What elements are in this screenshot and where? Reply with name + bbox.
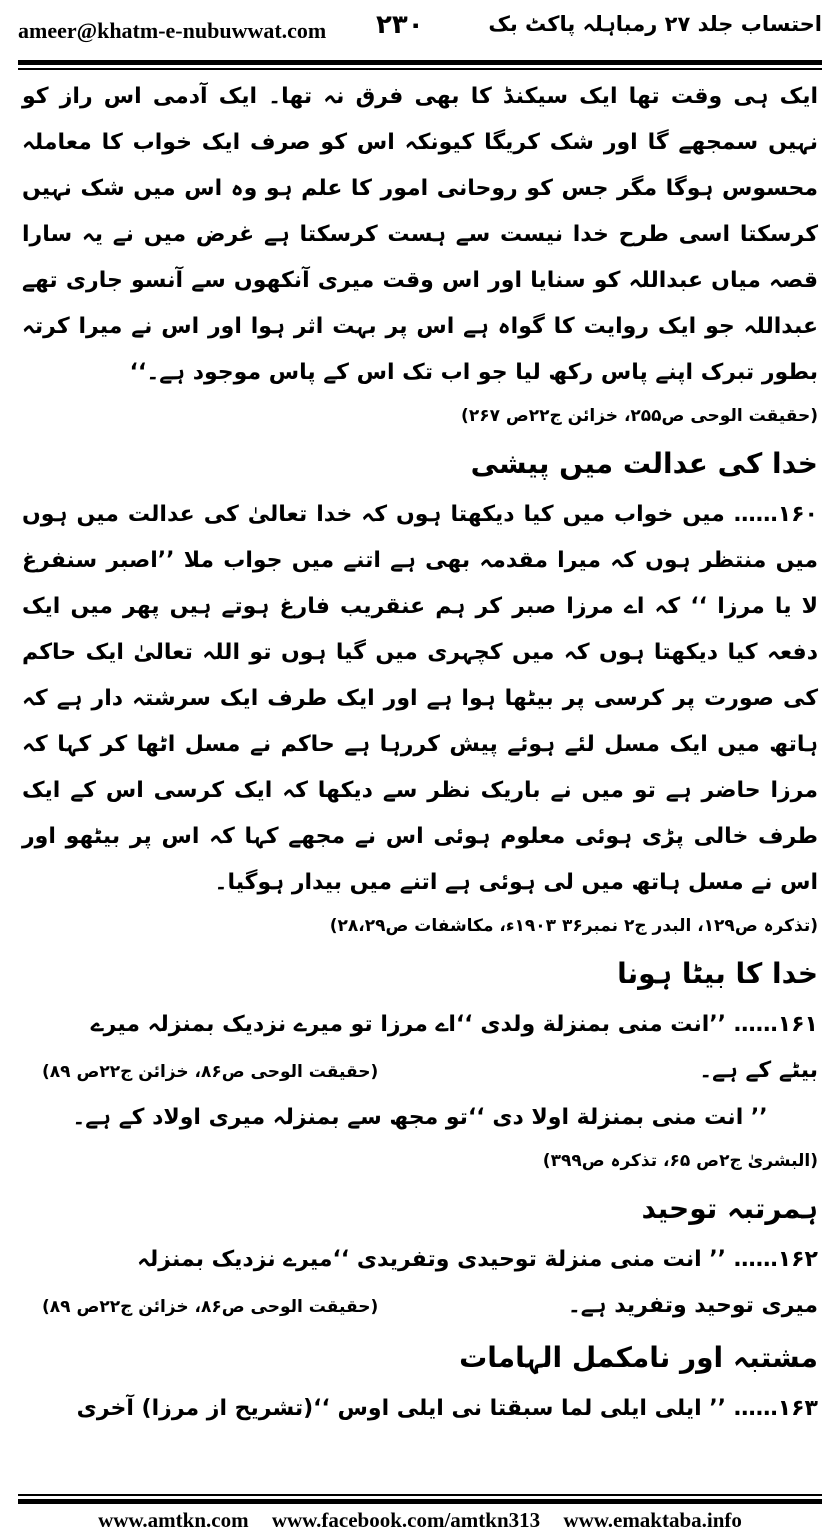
reference-4: (البشریٰ ج۲ص ۶۵، تذکرہ ص۳۹۹) (542, 1151, 818, 1171)
paragraph-162-tail: میری توحید وتفرید ہے۔ (567, 1293, 818, 1318)
section-heading-court: خدا کی عدالت میں پیشی (470, 447, 818, 480)
page-footer (0, 1508, 840, 1533)
paragraph-162: ۱۶۲…… ’’ انت منی منزلة توحیدی وتفریدی ‘‘میرے نزدیک بمنزلہ (137, 1247, 818, 1272)
footer-link-emaktaba[interactable]: www.emaktaba.info (563, 1508, 742, 1532)
footer-link-facebook[interactable]: www.facebook.com/amtkn313 (271, 1508, 541, 1532)
page-number: ۲۳۰ (376, 10, 424, 40)
paragraph-160: ۱۶۰…… میں خواب میں کیا دیکھتا ہوں کہ خدا تعالیٰ کی عدالت میں ہوں میں منتظر ہوں کہ میرا مقدمہ بھی ہے اتنے میں جواب ملا ’’اصبر سنفرغ لا یا مرزا ‘‘ کہ اے مرزا صبر کر ہم عنقریب فارغ ہوتے ہیں پھر میں ایک دفعہ کیا دیکھتا ہوں کہ میں کچہری میں گیا ہوں تو اللہ تعالیٰ ایک حاکم کی صورت پر کرسی پر بیٹھا ہوا ہے اور ایک طرف ایک سرشتہ دار ہے کہ ہاتھ میں ایک مسل لئے ہوئے پیش کررہا ہے حاکم نے مسل اٹھا کر کہا کہ مرزا حاضر ہے تو میں نے باریک نظر سے دیکھا کہ ایک کرسی اس کے ایک طرف خالی پڑی ہوئی معلوم ہوئی اس نے مجھے کہا کہ اس پر بیٹھو اور اس نے مسل ہاتھ میں لی ہوئی ہے اتنے میں بیدار ہوگیا۔ (22, 502, 818, 895)
page-body (22, 74, 818, 1432)
reference-2: (تذکرہ ص۱۲۹، البدر ج۲ نمبر۳۶ ۱۹۰۳ء، مکاشفات ص۲۸،۲۹) (329, 916, 818, 936)
paragraph-163: ۱۶۳…… ’’ ایلی ایلی لما سبقتا نی ایلی اوس ‘‘(تشریح از مرزا) آخری (76, 1396, 818, 1421)
header-rule-thin (18, 68, 822, 70)
header-email: ameer@khatm-e-nubuwwat.com (18, 18, 327, 43)
book-title: احتساب جلد ۲۷ رمباہلہ پاکٹ بک (488, 12, 822, 36)
reference-3: (حقیقت الوحی ص۸۶، خزائن ج۲۲ص ۸۹) (42, 1062, 379, 1082)
section-heading-son: خدا کا بیٹا ہونا (617, 957, 818, 990)
paragraph-161: ۱۶۱…… ’’انت منی بمنزلة ولدی ‘‘اے مرزا تو میرے نزدیک بمنزلہ میرے (90, 1012, 818, 1037)
paragraph-161-tail: بیٹے کے ہے۔ (699, 1058, 818, 1083)
paragraph-161-2: ’’ انت منی بمنزلة اولا دی ‘‘تو مجھ سے بمنزلہ میری اولاد کے ہے۔ (72, 1105, 768, 1130)
header-rule-thick (18, 60, 822, 65)
section-heading-tawhid: ہمرتبہ توحید (641, 1192, 818, 1225)
footer-rule-thick (18, 1499, 822, 1504)
paragraph-1: ایک ہی وقت تھا ایک سیکنڈ کا بھی فرق نہ تھا۔ ایک آدمی اس راز کو نہیں سمجھے گا اور شک کریگا کیونکہ اس کو صرف ایک خواب کا معاملہ محسوس ہوگا مگر جس کو روحانی امور کا علم ہو وہ اس میں شک نہیں کرسکتا اسی طرح خدا نیست سے ہست کرسکتا ہے غرض میں نے یہ سارا قصہ میاں عبداللہ کو سنایا اور اس وقت میری آنکھوں سے آنسو جاری تھے عبداللہ جو ایک روایت کا گواہ ہے اس پر بہت اثر ہوا اور اس نے میرا کرتہ بطور تبرک اپنے پاس رکھ لیا جو اب تک اس کے پاس موجود ہے۔‘‘ (22, 84, 818, 385)
page-header (0, 0, 840, 58)
reference-1: (حقیقت الوحی ص۲۵۵، خزائن ج۲۲ص ۲۶۷) (461, 406, 818, 426)
section-heading-ilhamat: مشتبہ اور نامکمل الہامات (459, 1341, 818, 1374)
paragraph-161-end (22, 1048, 818, 1095)
reference-5: (حقیقت الوحی ص۸۶، خزائن ج۲۲ص ۸۹) (42, 1297, 379, 1317)
footer-link-amtkn[interactable]: www.amtkn.com (98, 1508, 249, 1532)
footer-rule-thin (18, 1494, 822, 1496)
paragraph-162-end (22, 1283, 818, 1330)
